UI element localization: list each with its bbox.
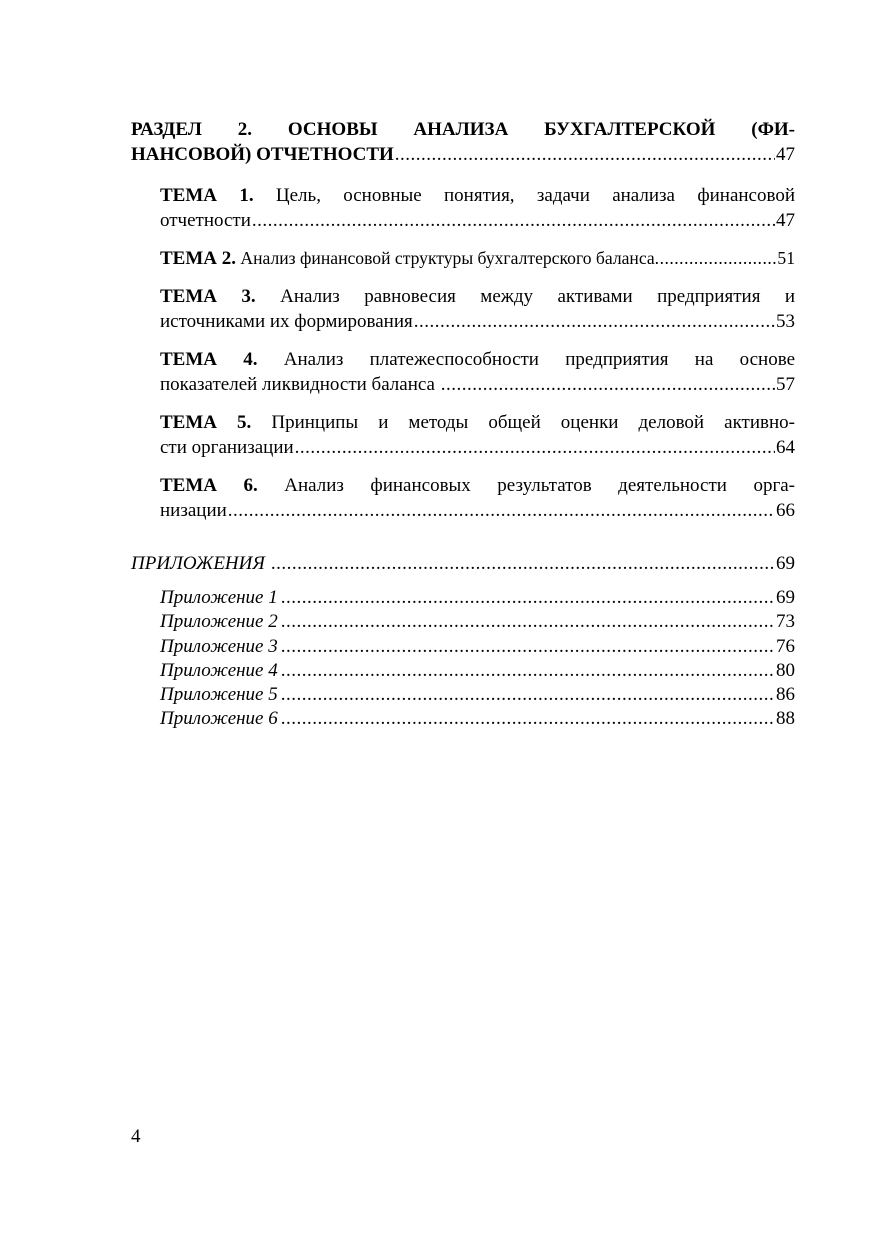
topic-title-line2: показателей ликвидности баланса [160, 374, 440, 395]
topic-title-line1: ТЕМА 5. Принципы и методы общей оценки деловой активно- [160, 412, 795, 433]
topic-title-line2: источниками их формирования [160, 311, 413, 332]
topic-page: 51 [777, 248, 795, 268]
toc-appendix-2[interactable] [160, 610, 795, 634]
section-title-line1: РАЗДЕЛ 2. ОСНОВЫ АНАЛИЗА БУХГАЛТЕРСКОЙ (ФИ- [131, 119, 795, 140]
topic-title-line1: ТЕМА 6. Анализ финансовых результатов деятельности орга- [160, 475, 795, 496]
appendix-label: Приложение 2 [160, 611, 278, 633]
topic-page: 66 [776, 500, 795, 521]
appendix-label: Приложение 5 [160, 684, 278, 706]
dot-leader [441, 372, 775, 397]
dot-leader [295, 435, 775, 460]
table-of-contents [131, 117, 795, 732]
toc-topic-2[interactable] [160, 246, 795, 271]
topic-title-line1: ТЕМА 4. Анализ платежеспособности предприятия на основе [160, 349, 795, 370]
topic-page: 53 [776, 311, 795, 332]
dot-leader [414, 309, 775, 334]
appendix-page: 80 [776, 659, 795, 681]
appendix-page: 73 [776, 611, 795, 633]
appendix-page: 69 [776, 587, 795, 608]
appendix-label: Приложение 4 [160, 659, 278, 681]
topic-title-line1: ТЕМА 3. Анализ равновесия между активами предприятия и [160, 286, 796, 307]
toc-topic-6[interactable] [160, 473, 795, 523]
toc-appendix-6[interactable] [160, 707, 795, 731]
section-title-line2: НАНСОВОЙ) ОТЧЕТНОСТИ [131, 144, 394, 165]
appendix-label: Приложение 6 [160, 708, 278, 730]
dot-leader [281, 683, 775, 707]
topic-title-line1: ТЕМА 1. Цель, основные понятия, задачи анализа финансовой [160, 185, 796, 206]
toc-appendices[interactable] [131, 551, 795, 576]
dot-leader [281, 707, 775, 731]
topic-title-line2: сти организации [160, 437, 294, 458]
topic-page: 64 [776, 437, 795, 458]
section-page: 47 [776, 144, 795, 165]
toc-topic-4[interactable] [160, 347, 795, 397]
dot-leader [281, 659, 775, 683]
appendix-page: 88 [776, 708, 795, 730]
footer-page-number: 4 [131, 1126, 141, 1147]
toc-appendix-3[interactable] [160, 635, 795, 659]
toc-appendix-5[interactable] [160, 683, 795, 707]
toc-topic-3[interactable] [160, 284, 795, 334]
toc-section-2[interactable] [131, 117, 795, 167]
toc-topic-1[interactable] [160, 183, 795, 233]
toc-topic-5[interactable] [160, 410, 795, 460]
appendix-label: Приложение 1 [160, 587, 278, 608]
dot-leader [281, 586, 775, 610]
dot-leader [228, 498, 775, 523]
dot-leader [281, 635, 775, 659]
dot-leader [655, 246, 778, 271]
appendices-page: 69 [776, 553, 795, 574]
dot-leader [281, 610, 775, 634]
appendices-title: ПРИЛОЖЕНИЯ [131, 553, 265, 574]
appendix-page: 86 [776, 684, 795, 706]
appendix-page: 76 [776, 635, 795, 657]
dot-leader [252, 208, 775, 233]
dot-leader [271, 551, 775, 576]
appendix-label: Приложение 3 [160, 635, 278, 657]
topic-page: 47 [776, 210, 795, 231]
topic-title-line2: низации [160, 500, 227, 521]
topic-page: 57 [776, 374, 795, 395]
dot-leader [395, 142, 775, 167]
topic-title-line2: отчетности [160, 210, 251, 231]
toc-appendix-4[interactable] [160, 659, 795, 683]
toc-appendix-1[interactable] [160, 586, 795, 610]
topic-title: ТЕМА 2. Анализ финансовой структуры бухгалтерского баланса [160, 248, 655, 269]
